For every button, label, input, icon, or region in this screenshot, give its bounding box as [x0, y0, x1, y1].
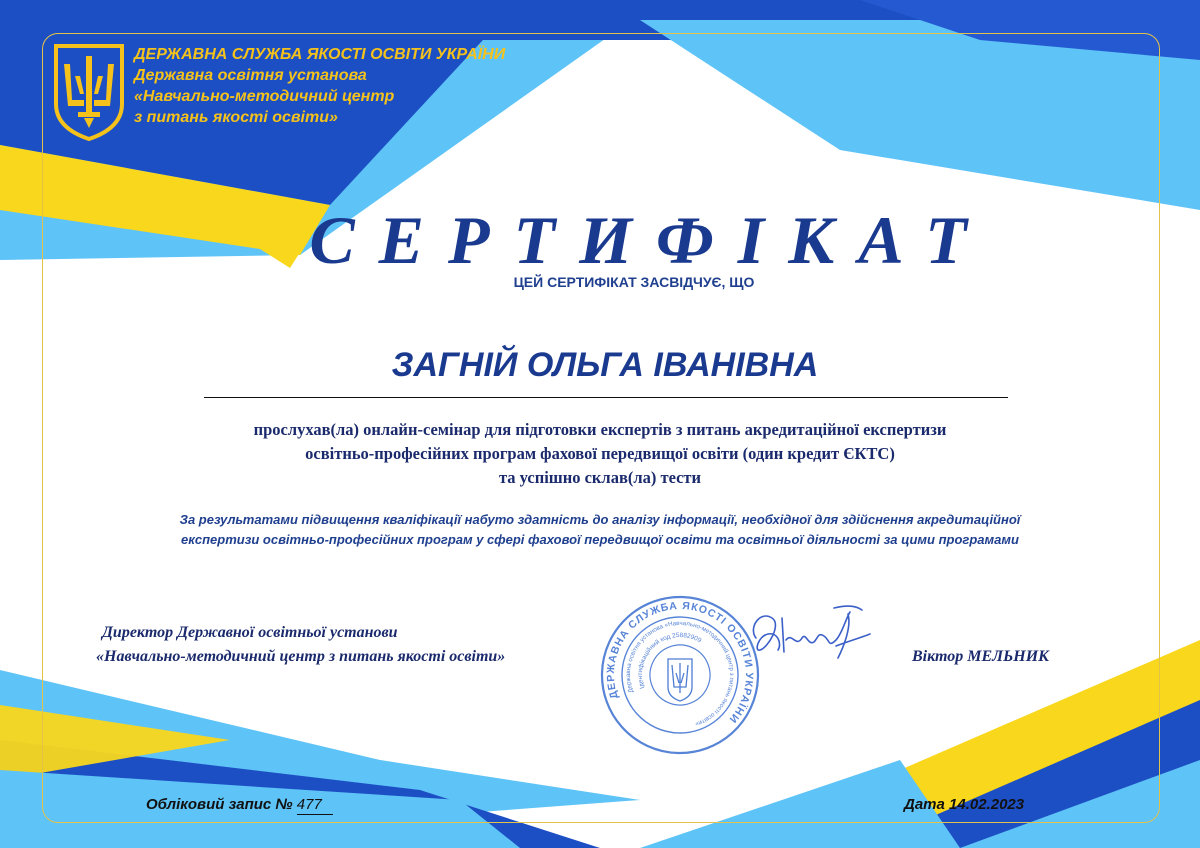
certificate-body — [130, 418, 1070, 490]
signer-name: Віктор МЕЛЬНИК — [912, 648, 1050, 665]
body-line-1: прослухав(ла) онлайн-семінар для підготовки експертів з питань акредитаційної експертизи — [253, 420, 947, 439]
org-line-1: ДЕРЖАВНА СЛУЖБА ЯКОСТІ ОСВІТИ УКРАЇНИ — [134, 46, 506, 63]
seal-code-text: Ідентифікаційний код 25882909 — [636, 631, 703, 690]
body-line-3: та успішно склав(ла) тести — [498, 468, 702, 487]
record-label: Обліковий запис № — [146, 796, 293, 813]
body-line-2: освітньо-професійних програм фахової передвищої освіти (один кредит ЄКТС) — [305, 444, 895, 463]
director-title-line-2: «Навчально-методичний центр з питань якості освіти» — [96, 648, 506, 665]
handwritten-signature-icon — [738, 588, 878, 678]
organization-header — [134, 44, 505, 128]
ukraine-trident-emblem-icon — [50, 42, 128, 142]
org-line-2: Державна освітня установа — [134, 67, 367, 84]
seal-outer-text: ДЕРЖАВНА СЛУЖБА ЯКОСТІ ОСВІТИ УКРАЇНИ — [604, 599, 756, 726]
result-line-2: експертизи освітньо-професійних програм у сфері фахової передвищої освіти та освітньої діяльності за цими програмами — [181, 532, 1019, 547]
director-title-line-1: Директор Державної освітньої установи — [102, 624, 398, 641]
result-line-1: За результатами підвищення кваліфікації набуто здатність до аналізу інформації, необхідної для здійснення акредитаційної — [179, 512, 1021, 527]
issue-date: Дата 14.02.2023 — [904, 796, 1025, 813]
seal-inner-text: Державна освітня установа «Навчально-методичний центр з питань якості освіти» — [624, 619, 736, 728]
recipient-underline — [204, 397, 1008, 398]
director-title — [96, 621, 505, 669]
qualification-result — [60, 510, 1140, 550]
certificate-title: СЕРТИФІКАТ — [309, 202, 991, 278]
recipient-name: ЗАГНІЙ ОЛЬГА ІВАНІВНА — [391, 346, 819, 384]
record-number: 477 — [297, 796, 333, 815]
record-entry — [146, 796, 333, 815]
org-line-4: з питань якості освіти» — [134, 109, 338, 126]
org-line-3: «Навчально-методичний центр — [134, 88, 395, 105]
certificate-subtitle: ЦЕЙ СЕРТИФІКАТ ЗАСВІДЧУЄ, ЩО — [513, 274, 755, 290]
